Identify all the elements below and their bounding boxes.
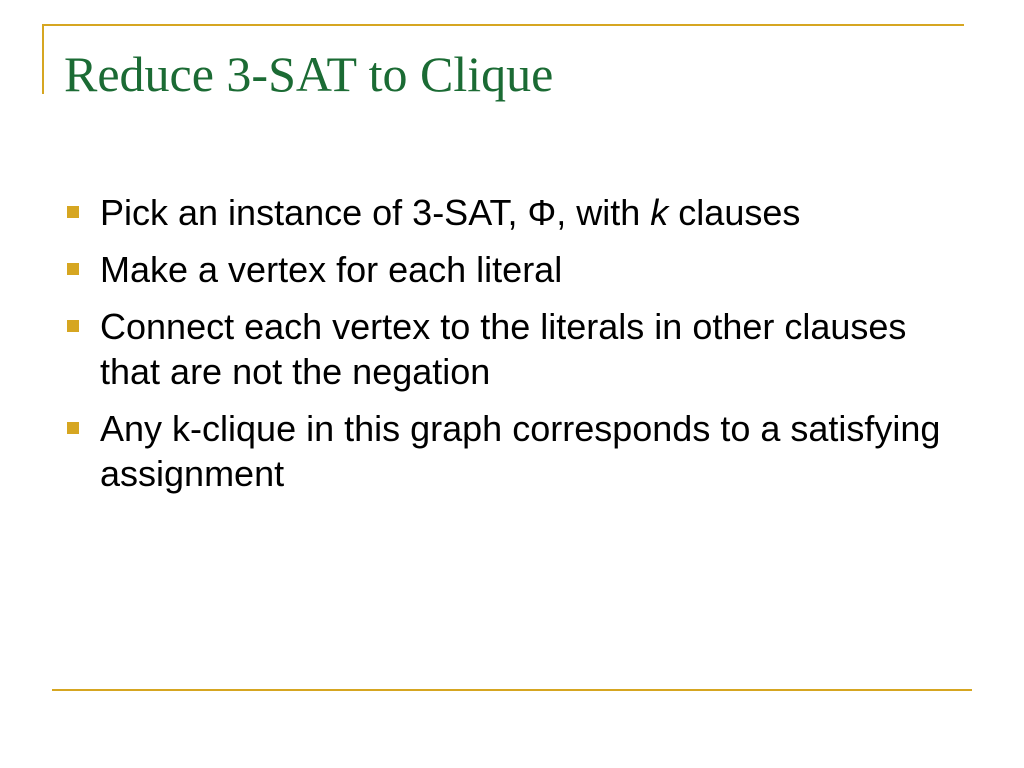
slide-title: Reduce 3-SAT to Clique bbox=[64, 46, 554, 102]
square-bullet-icon bbox=[67, 206, 79, 218]
left-rule bbox=[42, 24, 44, 94]
bottom-rule bbox=[52, 689, 972, 691]
bullet-item-3 bbox=[64, 304, 944, 394]
bullet-text-1-before: Pick an instance of 3-SAT, Φ, with bbox=[100, 192, 651, 233]
square-bullet-icon bbox=[67, 263, 79, 275]
bullet-item-2 bbox=[64, 247, 944, 292]
bullet-text-3: Connect each vertex to the literals in other clauses that are not the negation bbox=[100, 306, 907, 392]
bullet-item-1 bbox=[64, 190, 944, 235]
bullet-text-1-after: clauses bbox=[668, 192, 801, 233]
bullet-item-4 bbox=[64, 406, 944, 496]
bullet-list bbox=[64, 190, 944, 508]
top-rule bbox=[42, 24, 964, 26]
square-bullet-icon bbox=[67, 320, 79, 332]
bullet-text-2: Make a vertex for each literal bbox=[100, 249, 563, 290]
bullet-text-4: Any k-clique in this graph corresponds to a satisfying assignment bbox=[100, 408, 941, 494]
bullet-text-1-emphasis: k bbox=[650, 192, 669, 233]
square-bullet-icon bbox=[67, 422, 79, 434]
